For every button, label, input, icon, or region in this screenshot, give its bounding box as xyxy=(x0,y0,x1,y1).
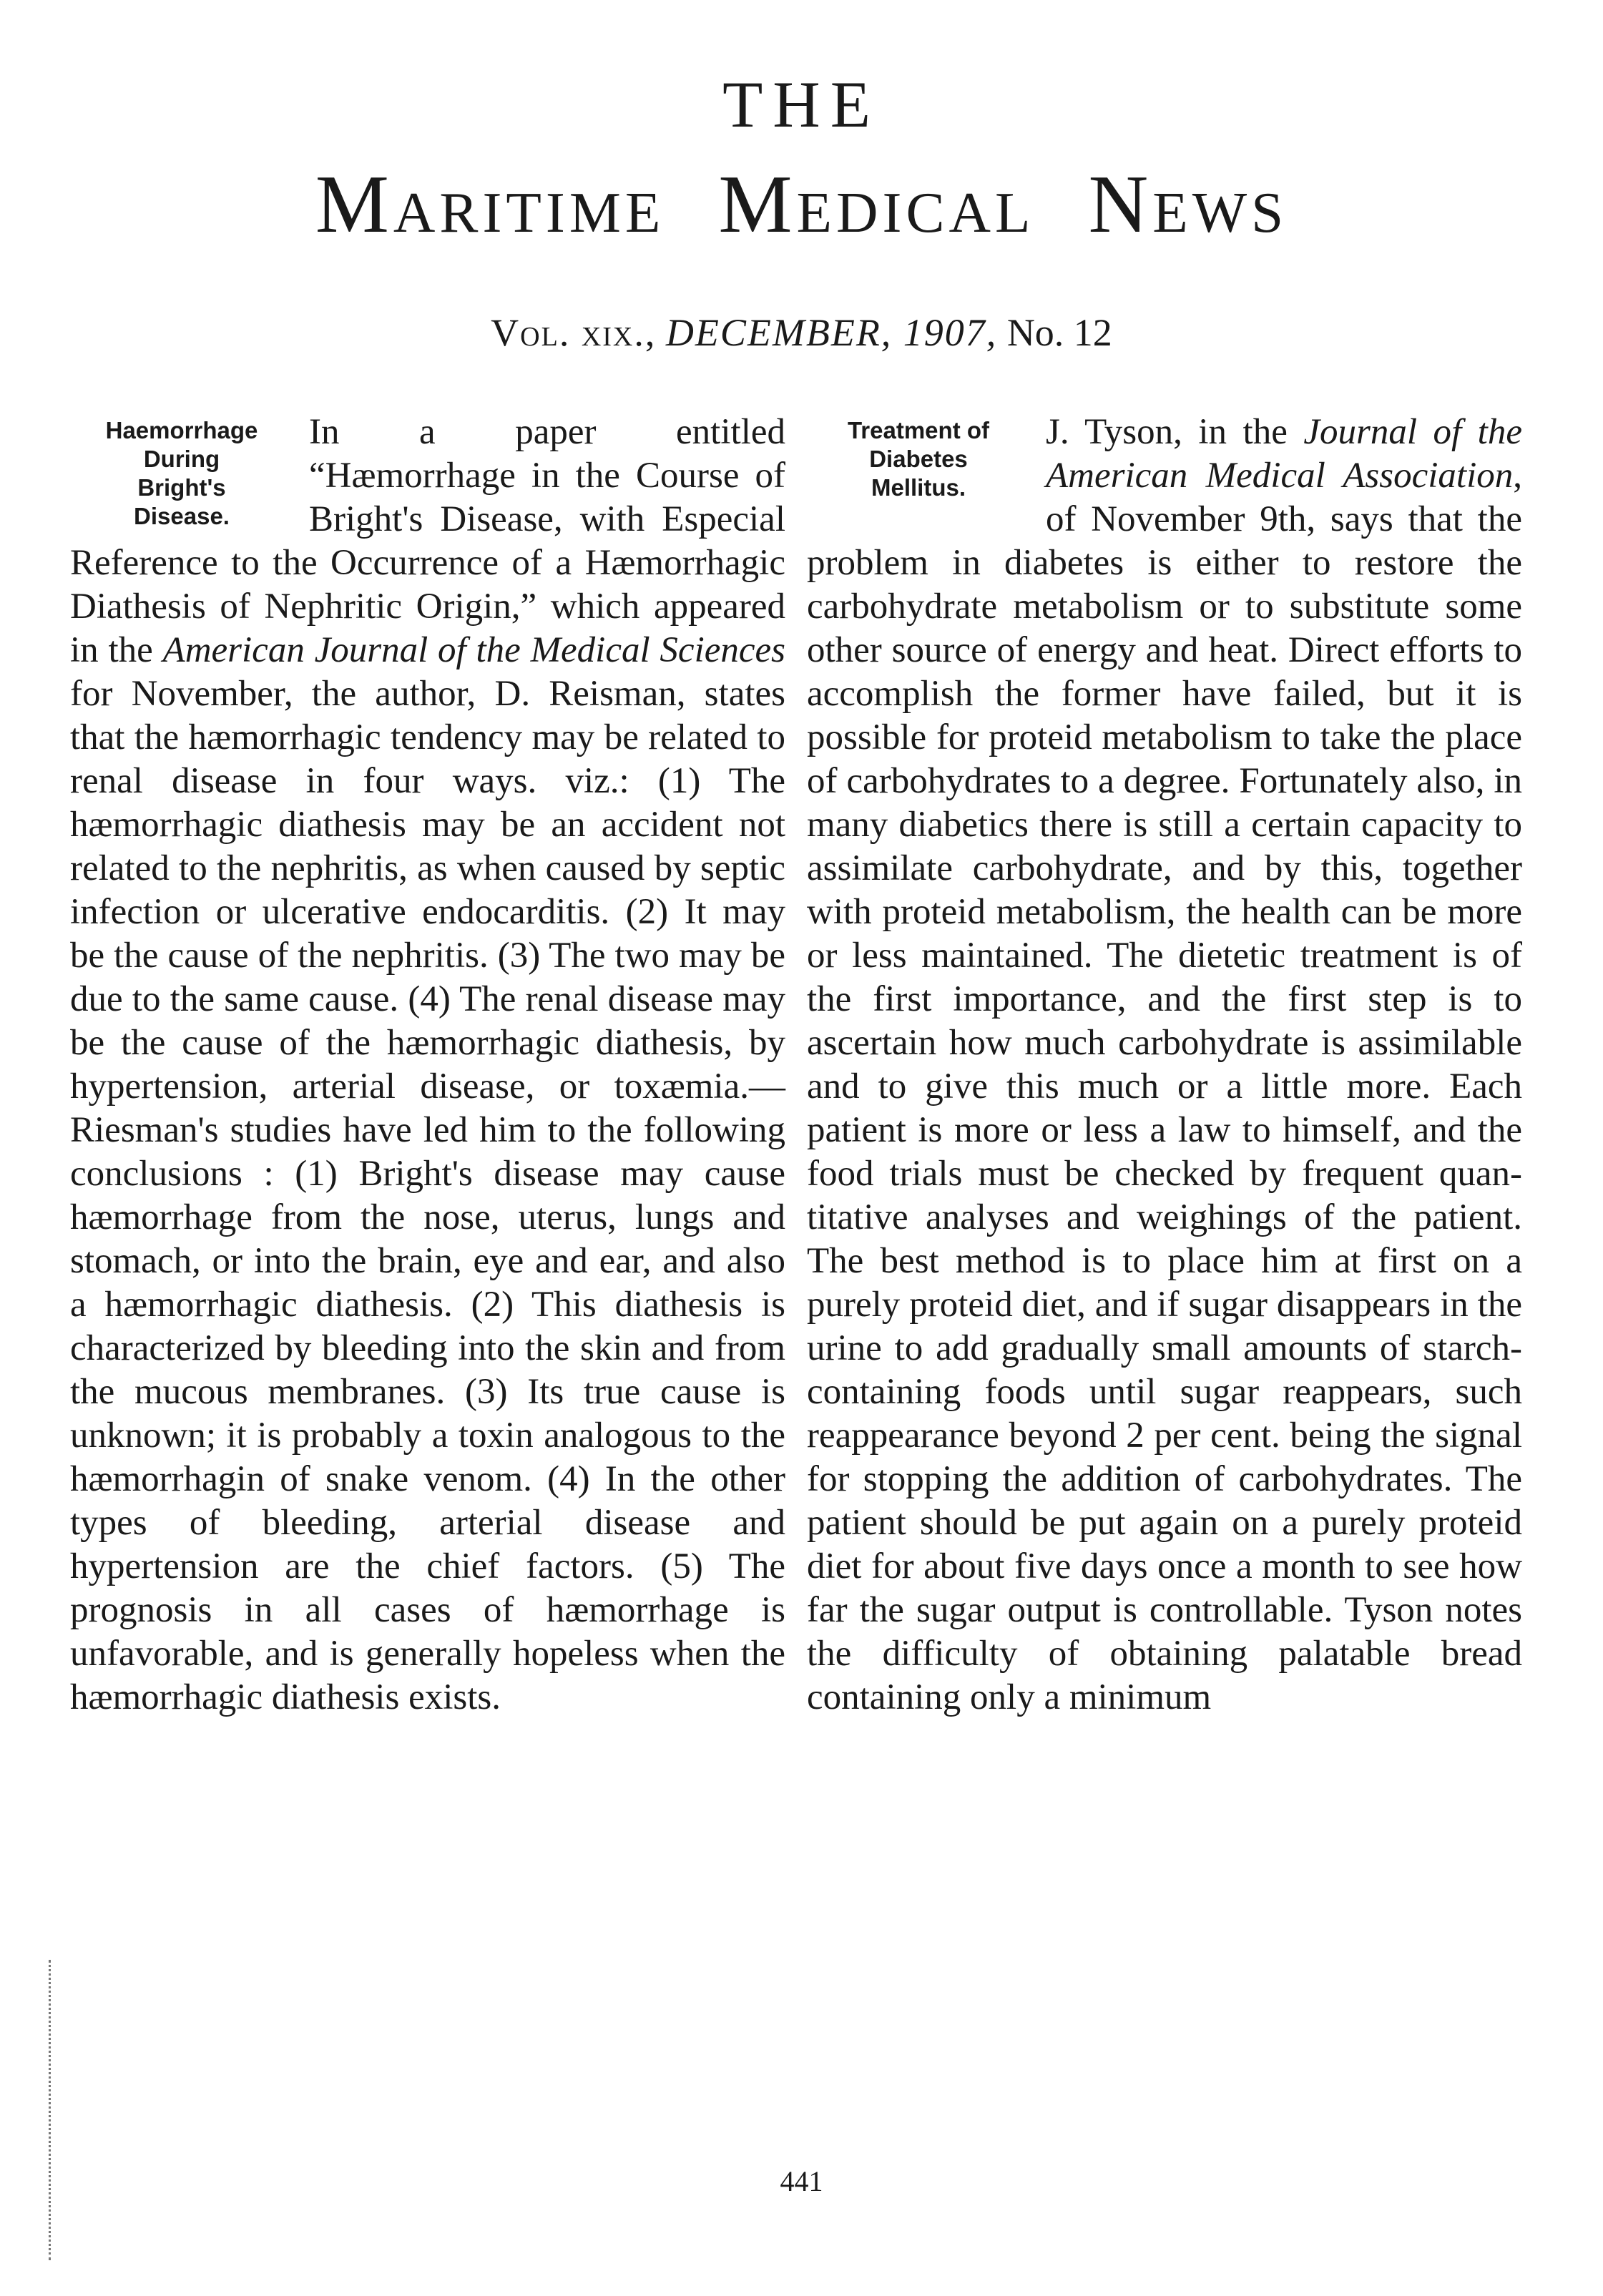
sidehead-line: Disease. xyxy=(134,503,230,529)
margin-mark xyxy=(49,1960,57,2260)
sidehead-line: During xyxy=(143,446,220,472)
article-column-left xyxy=(70,411,785,2142)
sidehead-line: Haemorrhage xyxy=(105,417,258,443)
body-text: for November, the author, D. Reisman, states that the hæmorrhagic tendency may be related to renal disease in four ways. viz.: (1) The hæmorrhagic diathesis may be an accident not related to the nephritis, as when caused by septic infection or ulcerative endocarditis. (2) It may be the cause of the nephritis. (3) The two may be due to the same cause. (4) The renal disease may be the cause of the hæmorrhagic diathesis, by hypertension, arterial disease, or toxæmia.—Riesman's studies have led him to the following conclusions : (1) Bright's disease may cause hæmorrhage from the nose, uterus, lungs and stomach, or into the brain, eye and ear, and also a hæmorrhagic diathesis. (2) This diathesis is characterized by bleeding into the skin and from the mucous membranes. (3) Its true cause is unknown; it is probably a toxin analogous to the hæmorrhagin of snake venom. (4) In the other types of bleeding, arterial disease and hypertension are the chief factors. (5) The prognosis in all cases of hæmorrhage is unfavorable, and is generally hopeless when the hæmorrhagic diathesis exists. xyxy=(70,674,785,1717)
sidehead-line: Mellitus. xyxy=(871,474,966,501)
article-column-right xyxy=(807,411,1522,2142)
issue-number: No. 12 xyxy=(1006,311,1112,354)
issue-volume: Vol. xix., xyxy=(491,311,657,354)
sidehead-line: Treatment of xyxy=(847,417,990,443)
journal-citation: Journal of the American Medical Association xyxy=(1046,412,1522,496)
issue-date: DECEMBER, 1907, xyxy=(665,311,998,354)
article-body xyxy=(70,411,785,1719)
article-body xyxy=(807,411,1522,1719)
body-text: J. Tyson, in the xyxy=(1046,412,1304,452)
article-sidehead xyxy=(70,416,293,531)
article-sidehead xyxy=(807,416,1030,502)
sidehead-line: Diabetes xyxy=(869,446,968,472)
body-text: In a paper entitled “Hæmorrhage in the Course of Bright's Disease, with Especial Reference to the Occurrence of a Hæmorrhagic Diathesis of Nephritic Origin,” which appeared in the xyxy=(70,412,785,670)
body-text: , of November 9th, says that the problem in diabetes is either to restore the carbohydrate metabolism or to substitute some other source of energy and heat. Direct efforts to accomplish the former have failed, but it is possible for proteid metabolism to take the place of carbohydrates to a degree. Fortunately also, in many diabetics there is still a certain capacity to assimilate carbohydrate, and by this, together with proteid metabolism, the health can be more or less maintained. The dietetic treatment is of the first importance, and the first step is to ascertain how much carbohydrate is assimilable and to give this much or a little more. Each patient is more or less a law to himself, and the food trials must be checked by frequent quantitative analyses and weighings of the patient. The best method is to place him at first on a purely proteid diet, and if sugar disappears in the urine to add gradually small amounts of starch-containing foods until sugar reappears, such reappearance beyond 2 per cent. being the signal for stopping the addition of carbohydrates. The patient should be put again on a purely proteid diet for about five days once a month to see how far the sugar output is controllable. Tyson notes the difficulty of obtaining palatable bread containing only a minimum xyxy=(807,456,1522,1717)
page-number: 441 xyxy=(780,2165,823,2197)
sidehead-line: Bright's xyxy=(137,474,226,501)
masthead-the: THE xyxy=(722,68,881,141)
journal-title: Maritime Medical News xyxy=(315,159,1288,250)
journal-citation: American Journal of the Medical Sciences xyxy=(162,630,785,670)
issue-line xyxy=(0,313,1603,352)
